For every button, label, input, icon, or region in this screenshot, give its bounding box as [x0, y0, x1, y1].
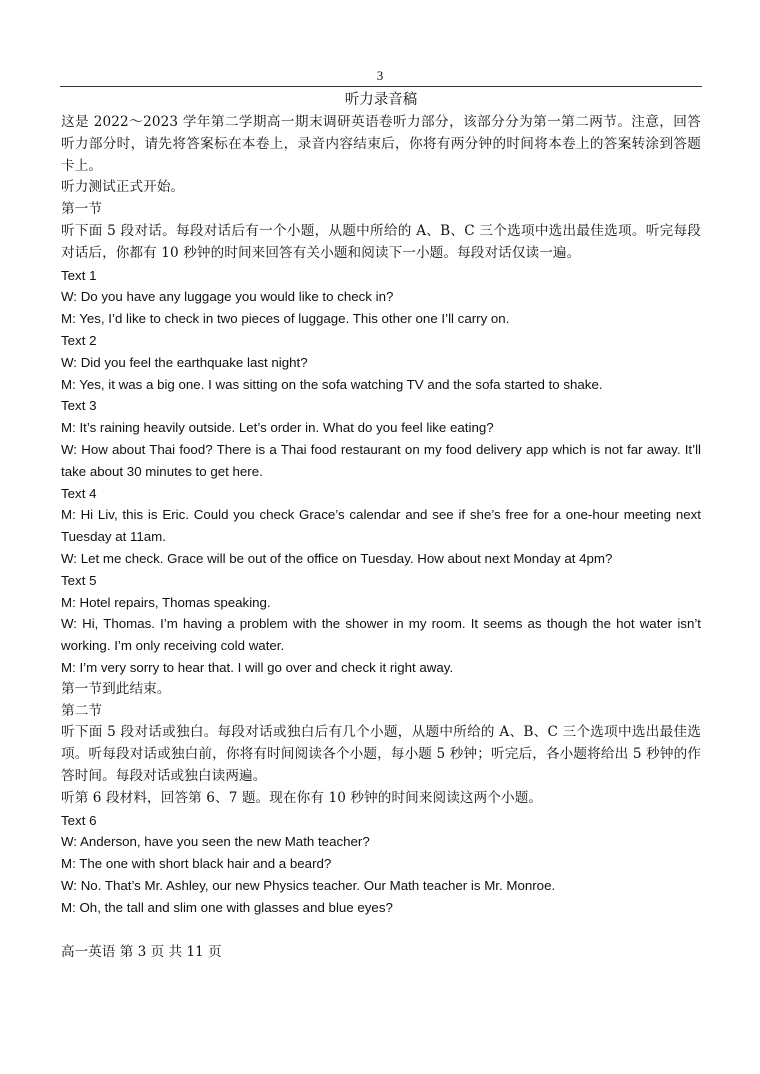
dialogue-line: W: Anderson, have you seen the new Math teacher?: [61, 834, 370, 850]
dialogue-line: W: How about Thai food? There is a Thai food restaurant on my food delivery app which is not far away. It’ll take about 30 minutes to get here.: [61, 441, 701, 479]
text-label: Text 1: [61, 267, 97, 283]
section2-heading: 第二节: [61, 702, 103, 719]
page-title: 听力录音稿: [344, 92, 418, 108]
intro-paragraph: 这是 2022～2023 学年第二学期高一期末调研英语卷听力部分，该部分分为第一第二两节。注意，回答听力部分时，请先将答案标在本卷上，录音内容结束后，你将有两分钟的时间将本卷上的答案转涂到答题卡上。: [61, 114, 701, 174]
text-label: Text 6: [61, 812, 97, 828]
dialogue-line: W: Did you feel the earthquake last night?: [61, 354, 308, 370]
dialogue-line: W: No. That’s Mr. Ashley, our new Physics teacher. Our Math teacher is Mr. Monroe.: [61, 877, 556, 893]
dialogue-line: W: Do you have any luggage you would like to check in?: [61, 289, 394, 305]
dialogue-line: M: Yes, I’d like to check in two pieces of luggage. This other one I’ll carry on.: [61, 311, 510, 327]
header-rule: [60, 86, 702, 87]
dialogue-line: W: Let me check. Grace will be out of the office on Tuesday. How about next Monday at 4pm?: [61, 550, 613, 566]
dialogue-line: W: Hi, Thomas. I’m having a problem with the shower in my room. It seems as though the hot water isn’t working. I’m only receiving cold water.: [61, 616, 701, 654]
test-start-line: 听力测试正式开始。: [61, 179, 185, 196]
text-label: Text 4: [61, 485, 97, 501]
section2-prompt: 听第 6 段材料，回答第 6、7 题。现在你有 10 秒钟的时间来阅读这两个小题。: [61, 789, 543, 806]
transcript-body: [61, 90, 701, 918]
dialogue-line: M: Hotel repairs, Thomas speaking.: [61, 594, 271, 610]
page-number: 3: [376, 68, 384, 83]
section1-end: 第一节到此结束。: [61, 680, 171, 697]
section2-instructions: 听下面 5 段对话或独白。每段对话或独白后有几个小题，从题中所给的 A、B、C 三个选项中选出最佳选项。听每段对话或独白前，你将有时间阅读各个小题，每小题 5 秒钟；听完后，各小题将给出 5 秒钟的作答时间。每段对话或独白读两遍。: [61, 724, 701, 784]
dialogue-line: M: I’m very sorry to hear that. I will go over and check it right away.: [61, 659, 454, 675]
page-footer: 高一英语 第 3 页 共 11 页: [61, 944, 222, 960]
text-label: Text 2: [61, 332, 97, 348]
dialogue-line: M: Yes, it was a big one. I was sitting on the sofa watching TV and the sofa started to shake.: [61, 376, 603, 392]
dialogue-line: M: The one with short black hair and a beard?: [61, 856, 332, 872]
section1-heading: 第一节: [61, 201, 103, 218]
text-label: Text 3: [61, 398, 97, 414]
dialogue-line: M: It’s raining heavily outside. Let’s order in. What do you feel like eating?: [61, 420, 494, 436]
text-label: Text 5: [61, 572, 97, 588]
dialogue-line: M: Hi Liv, this is Eric. Could you check Grace’s calendar and see if she’s free for a one-hour meeting next Tuesday at 11am.: [61, 507, 701, 545]
section1-instructions: 听下面 5 段对话。每段对话后有一个小题，从题中所给的 A、B、C 三个选项中选出最佳选项。听完每段对话后，你都有 10 秒钟的时间来回答有关小题和阅读下一小题。每段对话仅读一遍。: [61, 222, 701, 261]
dialogue-line: M: Oh, the tall and slim one with glasses and blue eyes?: [61, 899, 393, 915]
